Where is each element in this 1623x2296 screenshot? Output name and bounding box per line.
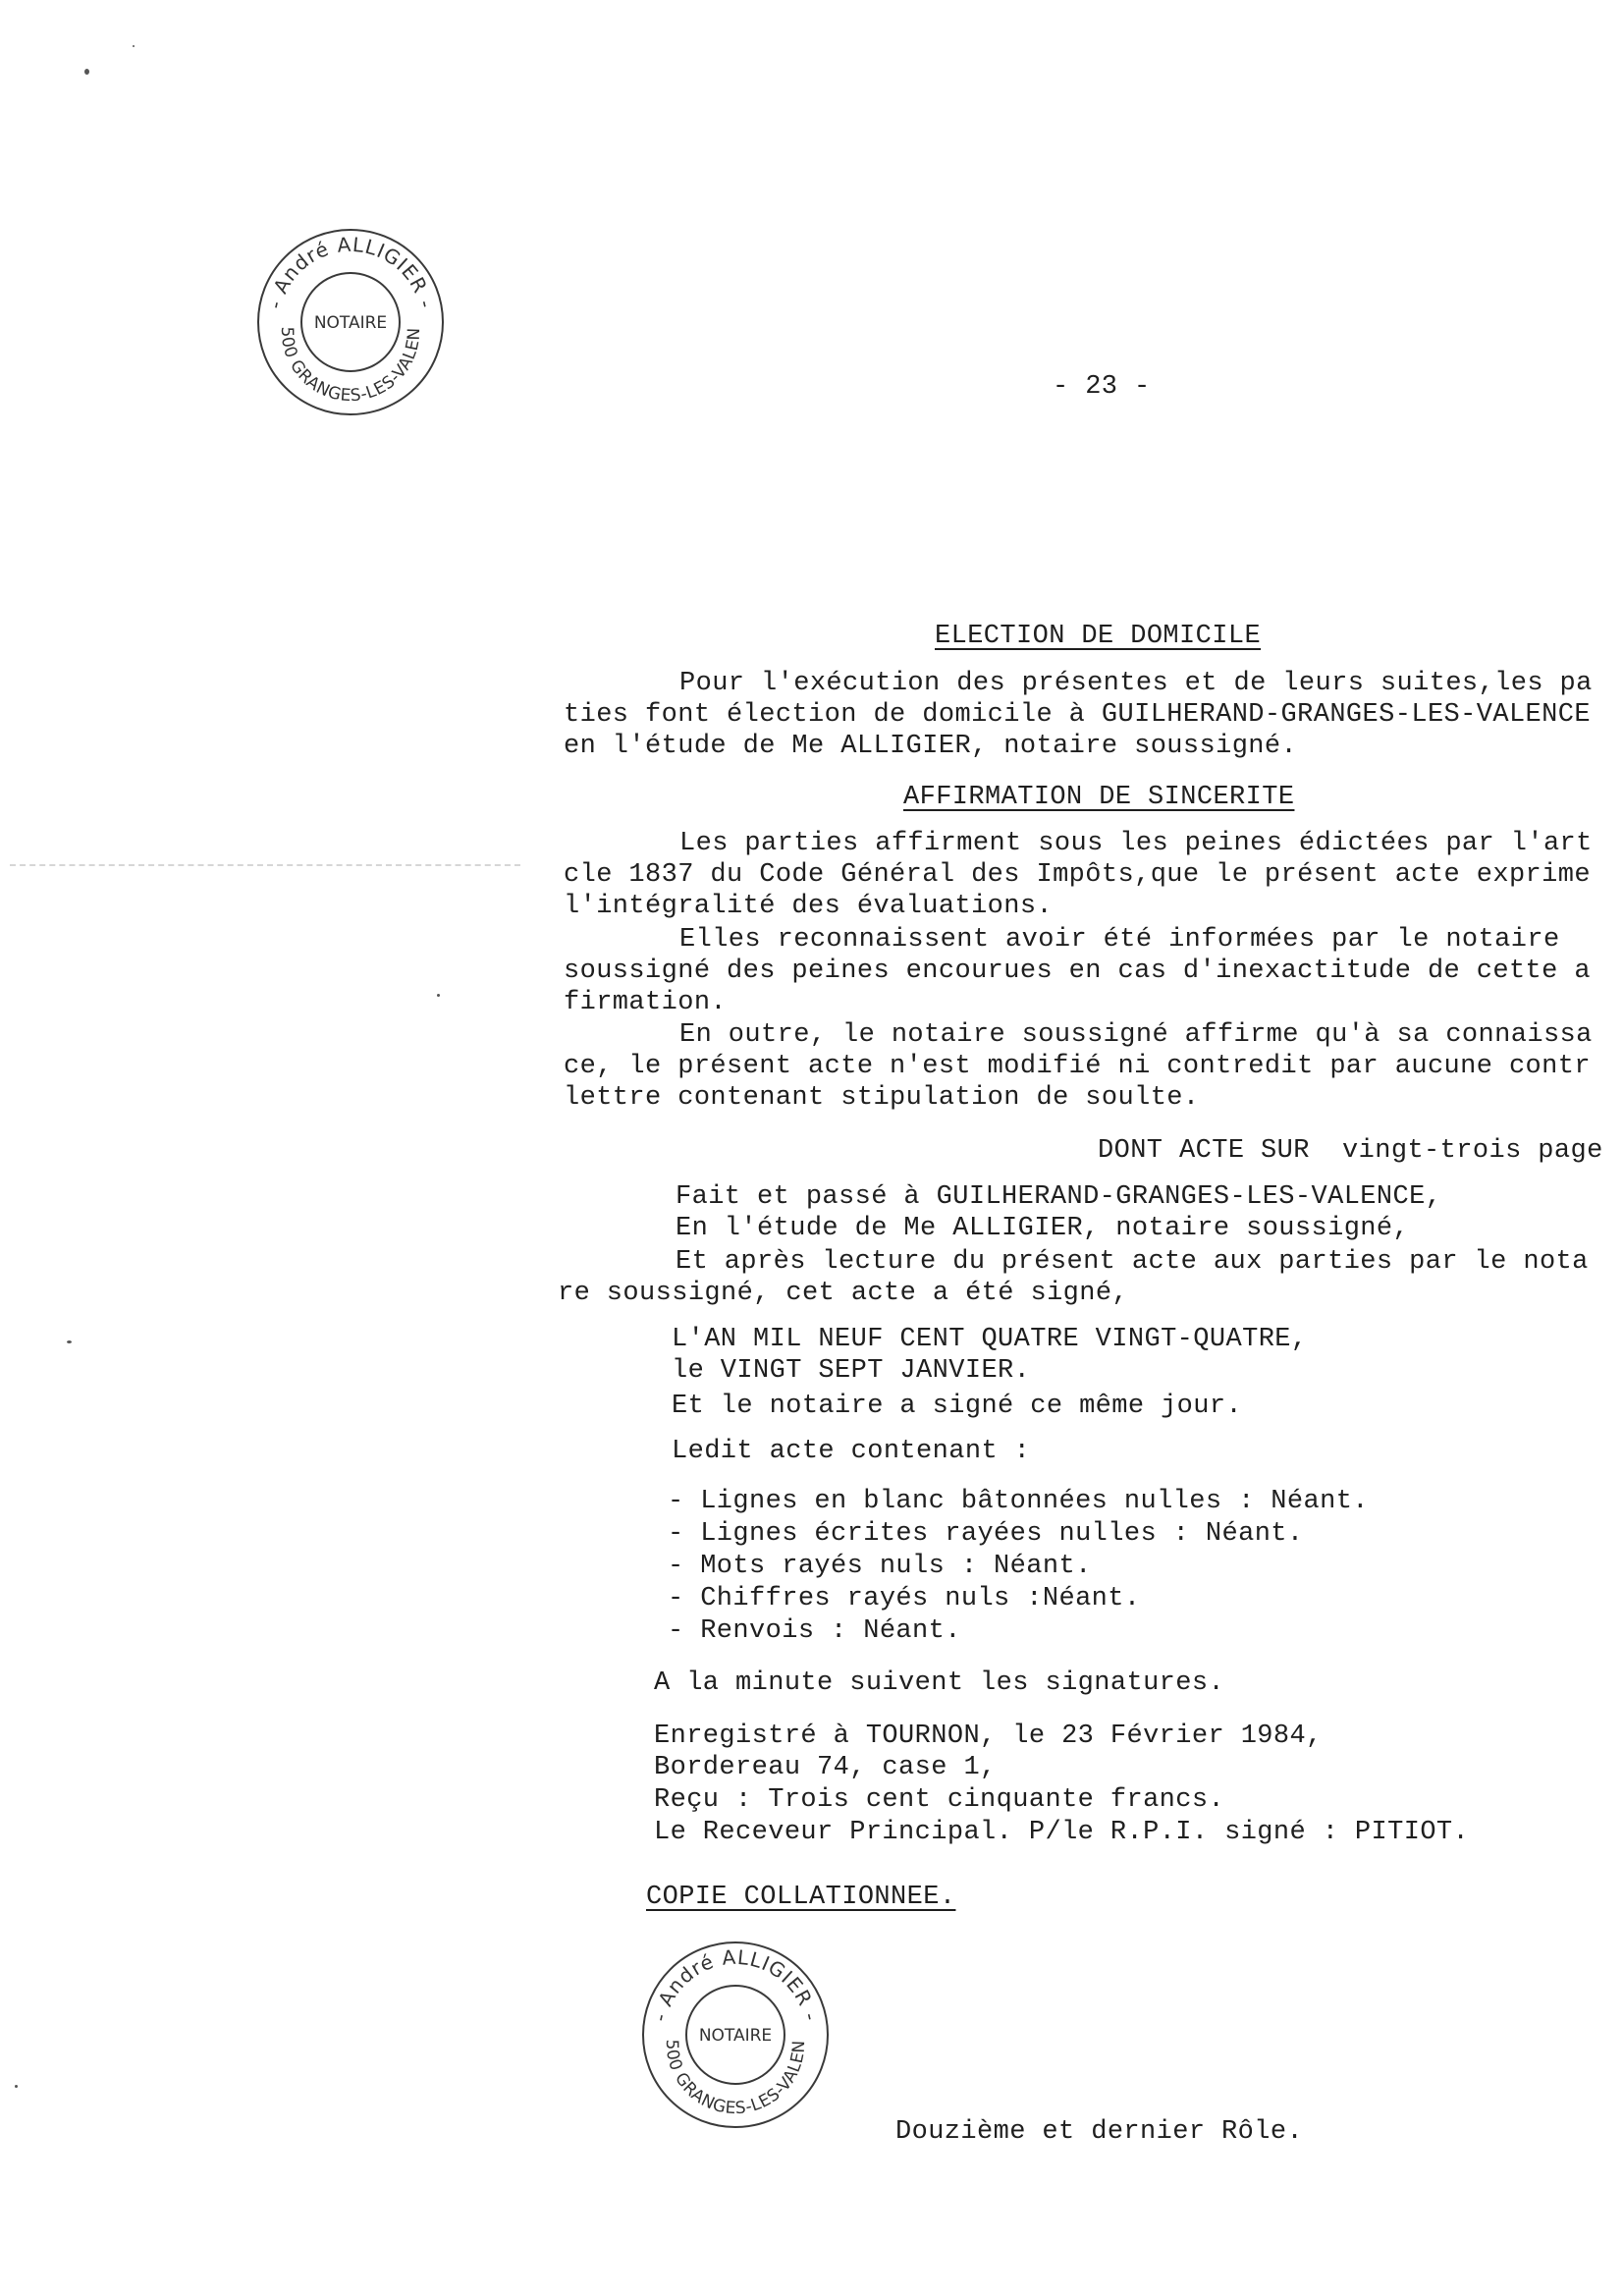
enregistrement-line: Bordereau 74, case 1, <box>654 1753 997 1782</box>
fait-line: Et après lecture du présent acte aux parties par le nota <box>676 1247 1589 1277</box>
fait-line: re soussigné, cet acte a été signé, <box>558 1279 1129 1308</box>
list-item: - Chiffres rayés nuls :Néant. <box>668 1584 1141 1613</box>
affirmation-line: En outre, le notaire soussigné affirme qu'à sa connaissa <box>679 1020 1593 1050</box>
election-line: en l'étude de Me ALLIGIER, notaire soussigné. <box>564 732 1298 761</box>
list-item: - Mots rayés nuls : Néant. <box>668 1552 1092 1581</box>
affirmation-heading: AFFIRMATION DE SINCERITE <box>903 783 1295 812</box>
scan-speck <box>437 994 440 997</box>
election-line: Pour l'exécution des présentes et de leurs suites,les pa <box>679 669 1593 698</box>
enregistrement-line: Reçu : Trois cent cinquante francs. <box>654 1785 1225 1815</box>
notary-seal-icon <box>252 224 449 420</box>
date-line: Ledit acte contenant : <box>672 1437 1031 1466</box>
fait-line: Fait et passé à GUILHERAND-GRANGES-LES-VALENCE, <box>676 1182 1442 1212</box>
svg-text:NOTAIRE: NOTAIRE <box>313 313 388 333</box>
footer-role: Douzième et dernier Rôle. <box>895 2117 1304 2147</box>
election-line: ties font élection de domicile à GUILHERAND-GRANGES-LES-VALENCE <box>564 700 1591 730</box>
list-item: - Lignes en blanc bâtonnées nulles : Néant. <box>668 1487 1369 1516</box>
date-line: le VINGT SEPT JANVIER. <box>672 1356 1031 1386</box>
notary-stamp-bottom <box>637 1937 834 2133</box>
notary-stamp-top <box>252 224 449 420</box>
affirmation-line: Elles reconnaissent avoir été informées par le notaire <box>679 925 1560 955</box>
svg-text:07500 GRANGES-LES-VALENCE: 500 GRANGES-LES-VALEN <box>276 326 425 407</box>
scan-speck <box>67 1340 72 1343</box>
scan-speck <box>133 45 135 47</box>
date-line: Et le notaire a signé ce même jour. <box>672 1392 1243 1421</box>
svg-text:- André ALLIGIER -: - André ALLIGIER - <box>262 232 439 311</box>
affirmation-line: lettre contenant stipulation de soulte. <box>564 1083 1200 1113</box>
affirmation-line: firmation. <box>564 988 728 1017</box>
election-heading: ELECTION DE DOMICILE <box>935 622 1262 651</box>
scan-speck <box>15 2085 18 2088</box>
svg-text:07500 GRANGES-LES-VALENCE: 500 GRANGES-LES-VALEN <box>661 2039 810 2119</box>
copie-collationnee: COPIE COLLATIONNEE. <box>646 1883 956 1912</box>
affirmation-line: soussigné des peines encourues en cas d'inexactitude de cette a <box>564 957 1591 986</box>
scan-dashes <box>10 864 520 866</box>
enregistrement-line: Le Receveur Principal. P/le R.P.I. signé : PITIOT. <box>654 1818 1470 1847</box>
notary-seal-icon <box>637 1937 834 2133</box>
scan-speck <box>84 69 89 75</box>
svg-text:- André ALLIGIER -: - André ALLIGIER - <box>647 1944 824 2024</box>
affirmation-line: ce, le présent acte n'est modifié ni contredit par aucune contr <box>564 1052 1591 1081</box>
affirmation-line: Les parties affirment sous les peines édictées par l'art <box>679 829 1593 858</box>
date-line: L'AN MIL NEUF CENT QUATRE VINGT-QUATRE, <box>672 1325 1308 1354</box>
enregistrement-line: Enregistré à TOURNON, le 23 Février 1984, <box>654 1722 1323 1751</box>
minute-line: A la minute suivent les signatures. <box>654 1668 1225 1698</box>
svg-text:NOTAIRE: NOTAIRE <box>698 2026 773 2046</box>
dont-acte-line: DONT ACTE SUR vingt-trois page <box>1098 1136 1603 1166</box>
list-item: - Lignes écrites rayées nulles : Néant. <box>668 1519 1304 1549</box>
fait-line: En l'étude de Me ALLIGIER, notaire soussigné, <box>676 1214 1410 1243</box>
page-number: - 23 - <box>1053 372 1151 402</box>
list-item: - Renvois : Néant. <box>668 1616 961 1646</box>
affirmation-line: l'intégralité des évaluations. <box>564 892 1054 921</box>
affirmation-line: cle 1837 du Code Général des Impôts,que le présent acte exprime <box>564 860 1591 890</box>
